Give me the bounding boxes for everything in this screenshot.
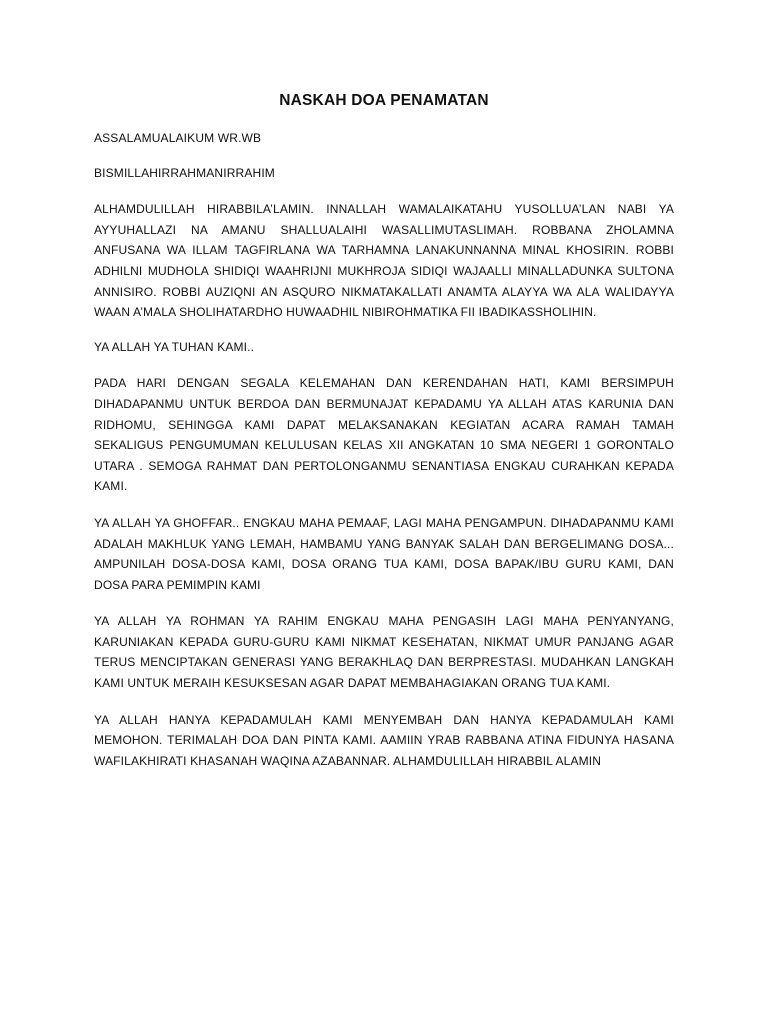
paragraph-teachers: YA ALLAH YA ROHMAN YA RAHIM ENGKAU MAHA PENGASIH LAGI MAHA PENYANYANG, KARUNIAKAN KEPADA GURU-GURU KAMI NIKMAT KESEHATAN, NIKMAT UMUR PANJANG AGAR TERUS MENCIPTAKAN GENERASI YANG BERAKHLAQ DAN BERPRESTASI. MUDAHKAN LANGKAH KAMI UNTUK MERAIH KESUKSESAN AGAR DAPAT MEMBAHAGIAKAN ORANG TUA KAMI. bbox=[94, 614, 674, 691]
invocation-line: YA ALLAH YA TUHAN KAMI.. bbox=[94, 339, 255, 354]
paragraph-opening-prayer: ALHAMDULILLAH HIRABBILA’LAMIN. INNALLAH WAMALAIKATAHU YUSOLLUA’LAN NABI YA AYYUHALLAZI NA AMANU SHALLUALAIHI WASALLIMUTASLIMAH. ROBBANA ZHOLAMNA ANFUSANA WA ILLAM TAGFIRLANA WA TARHAMNA LANAKUNNANNA MINAL KHOSIRIN. ROBBI ADHILNI MUDHOLA SHIDIQI WAAHRIJNI MUKHROJA SIDIQI WAJAALLI MINALLADUNKA SULTONA ANNISIRO. ROBBI AUZIQNI AN ASQURO NIKMATAKALLATI ANAMTA ALAYYA WA ALA WALIDAYYA WAAN A’MALA SHOLIHATARDHO HUWAADHIL NIBIROHMATIKA FII IBADIKASSHOLIHIN. bbox=[94, 202, 674, 320]
document-title: NASKAH DOA PENAMATAN bbox=[279, 92, 489, 109]
paragraph-forgiveness: YA ALLAH YA GHOFFAR.. ENGKAU MAHA PEMAAF, LAGI MAHA PENGAMPUN. DIHADAPANMU KAMI ADALAH MAKHLUK YANG LEMAH, HAMBAMU YANG BANYAK SALAH DAN BERGELIMANG DOSA... AMPUNILAH DOSA-DOSA KAMI, DOSA ORANG TUA KAMI, DOSA BAPAK/IBU GURU KAMI, DAN DOSA PARA PEMIMPIN KAMI bbox=[94, 515, 674, 592]
paragraph-gratitude: PADA HARI DENGAN SEGALA KELEMAHAN DAN KERENDAHAN HATI, KAMI BERSIMPUH DIHADAPANMU UNTUK BERDOA DAN BERMUNAJAT KEPADAMU YA ALLAH ATAS KARUNIA DAN RIDHOMU, SEHINGGA KAMI DAPAT MELAKSANAKAN KEGIATAN ACARA RAMAH TAMAH SEKALIGUS PENGUMUMAN KELULUSAN KELAS XII ANGKATAN 10 SMA NEGERI 1 GORONTALO UTARA . SEMOGA RAHMAT DAN PERTOLONGANMU SENANTIASA ENGKAU CURAHKAN KEPADA KAMI. bbox=[94, 376, 674, 494]
document-page bbox=[94, 0, 674, 771]
paragraph-closing: YA ALLAH HANYA KEPADAMULAH KAMI MENYEMBAH DAN HANYA KEPADAMULAH KAMI MEMOHON. TERIMALAH DOA DAN PINTA KAMI. AAMIIN YRAB RABBANA ATINA FIDUNYA HASANA WAFILAKHIRATI KHASANAH WAQINA AZABANNAR. ALHAMDULILLAH HIRABBIL ALAMIN bbox=[94, 712, 674, 768]
bismillah-line: BISMILLAHIRRAHMANIRRAHIM bbox=[94, 165, 275, 180]
greeting-line: ASSALAMUALAIKUM WR.WB bbox=[94, 131, 262, 145]
